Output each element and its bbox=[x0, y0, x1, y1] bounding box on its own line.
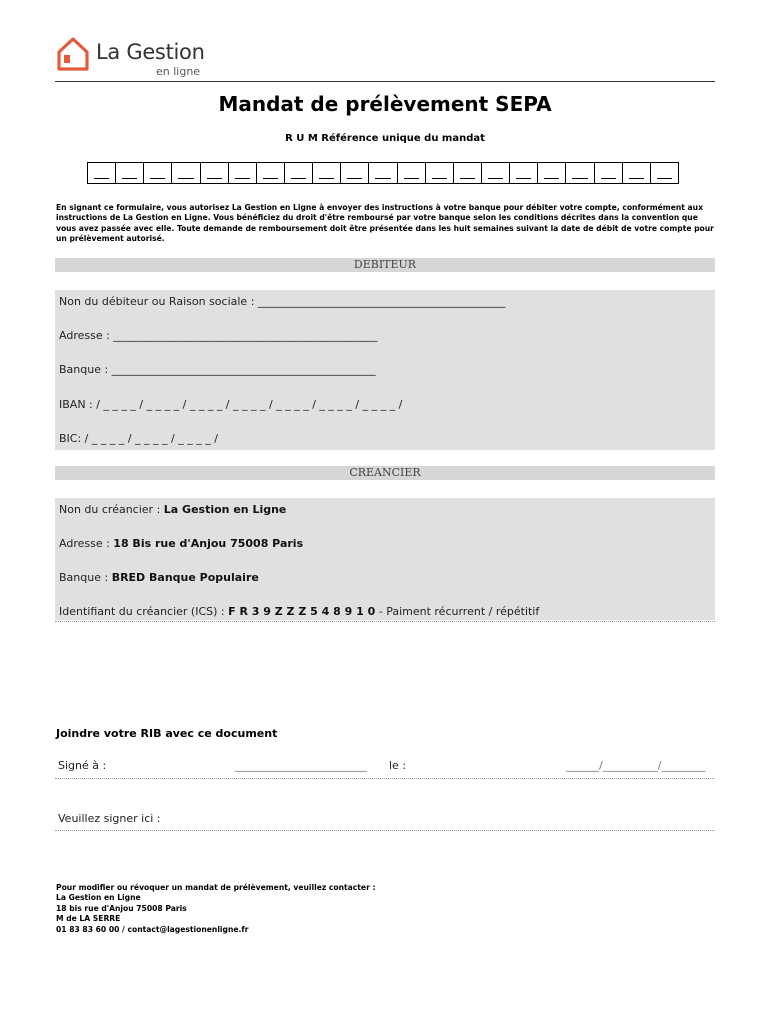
date-input[interactable]: ______/__________/________ bbox=[566, 759, 706, 772]
rum-cell[interactable] bbox=[171, 162, 199, 184]
creancier-heading: CREANCIER bbox=[55, 466, 715, 480]
creancier-divider bbox=[55, 621, 715, 623]
rum-cell[interactable] bbox=[368, 162, 396, 184]
rum-cell[interactable] bbox=[312, 162, 340, 184]
rum-cell[interactable] bbox=[453, 162, 481, 184]
rum-cell[interactable] bbox=[284, 162, 312, 184]
logo-name: La Gestion bbox=[96, 40, 205, 64]
rum-cell[interactable] bbox=[622, 162, 650, 184]
creditor-ics-suffix: - Paiment récurrent / répétitif bbox=[375, 605, 540, 618]
signed-row-divider bbox=[55, 778, 715, 780]
house-icon bbox=[56, 36, 90, 72]
footer-line: M de LA SERRE bbox=[56, 914, 121, 924]
rum-cell[interactable] bbox=[537, 162, 565, 184]
footer-line: La Gestion en Ligne bbox=[56, 893, 141, 903]
rum-cell[interactable] bbox=[594, 162, 622, 184]
rum-cell[interactable] bbox=[650, 162, 679, 184]
header-divider bbox=[55, 81, 715, 82]
footer-line: 01 83 83 60 00 / contact@lagestionenligne.fr bbox=[56, 924, 249, 934]
creditor-name-label: Non du créancier : bbox=[59, 503, 164, 516]
rum-cell[interactable] bbox=[340, 162, 368, 184]
rum-label: R U M Référence unique du mandat bbox=[285, 133, 485, 144]
date-label: le : bbox=[389, 759, 407, 772]
creancier-panel bbox=[55, 498, 715, 620]
creditor-ics-value: F R 3 9 Z Z Z 5 4 8 9 1 0 bbox=[228, 605, 376, 618]
debtor-address-field[interactable]: Adresse : ________________________________________________ bbox=[59, 329, 378, 342]
creditor-bank-label: Banque : bbox=[59, 571, 112, 584]
rum-cell[interactable] bbox=[509, 162, 537, 184]
company-logo bbox=[56, 34, 216, 80]
debtor-bank-field[interactable]: Banque : ________________________________________________ bbox=[59, 363, 376, 376]
creditor-name bbox=[59, 503, 286, 516]
debtor-iban-field[interactable]: IBAN : / _ _ _ _ / _ _ _ _ / _ _ _ _ / _ _ _ _ / _ _ _ _ / _ _ _ _ / _ _ _ _ / bbox=[59, 398, 403, 411]
rum-cell[interactable] bbox=[200, 162, 228, 184]
signature-line[interactable] bbox=[55, 830, 715, 832]
rum-cell[interactable] bbox=[397, 162, 425, 184]
rum-cell[interactable] bbox=[228, 162, 256, 184]
creditor-bank-value: BRED Banque Populaire bbox=[111, 571, 259, 584]
signed-at-label: Signé à : bbox=[58, 759, 107, 772]
rib-instruction: Joindre votre RIB avec ce document bbox=[56, 727, 278, 740]
rum-cell[interactable] bbox=[115, 162, 143, 184]
rum-cell[interactable] bbox=[425, 162, 453, 184]
creditor-address-label: Adresse : bbox=[59, 537, 114, 550]
creditor-address-value: 18 Bis rue d'Anjou 75008 Paris bbox=[113, 537, 304, 550]
signed-at-input[interactable]: ________________________ bbox=[235, 759, 367, 772]
debiteur-heading: DEBITEUR bbox=[55, 258, 715, 272]
rum-cell[interactable] bbox=[256, 162, 284, 184]
mandate-intro-text: En signant ce formulaire, vous autorisez La Gestion en Ligne à envoyer des instructions à votre banque pour débiter votre compte, conformément aux instructions de La Gestion en Ligne. Vous bénéficiez du droit d'être remboursé par votre banque selon les conditions décrites dans la convention que vous avez passée avec elle. Toute demande de remboursement doit être présentée dans les huit semaines suivant la date de débit de votre compte pour un prélèvement autorisé. bbox=[56, 203, 714, 244]
rum-input-grid[interactable] bbox=[87, 162, 679, 184]
debtor-name-field[interactable]: Non du débiteur ou Raison sociale : _____________________________________________ bbox=[59, 295, 506, 308]
debtor-bic-field[interactable]: BIC: / _ _ _ _ / _ _ _ _ / _ _ _ _ / bbox=[59, 432, 218, 445]
rum-cell[interactable] bbox=[87, 162, 115, 184]
creditor-ics-label: Identifiant du créancier (ICS) : bbox=[59, 605, 229, 618]
debiteur-panel bbox=[55, 290, 715, 450]
creditor-ics bbox=[59, 605, 539, 618]
creditor-address bbox=[59, 537, 303, 550]
footer-line: Pour modifier ou révoquer un mandat de prélèvement, veuillez contacter : bbox=[56, 883, 376, 892]
sign-here-label: Veuillez signer ici : bbox=[58, 812, 161, 825]
footer-contact bbox=[56, 883, 456, 935]
document-title: Mandat de prélèvement SEPA bbox=[218, 92, 552, 116]
rum-cell[interactable] bbox=[481, 162, 509, 184]
footer-line: 18 bis rue d'Anjou 75008 Paris bbox=[56, 903, 187, 913]
rum-cell[interactable] bbox=[143, 162, 171, 184]
logo-subtitle: en ligne bbox=[156, 65, 201, 78]
rum-cell[interactable] bbox=[565, 162, 593, 184]
creditor-name-value: La Gestion en Ligne bbox=[163, 503, 287, 516]
creditor-bank bbox=[59, 571, 259, 584]
